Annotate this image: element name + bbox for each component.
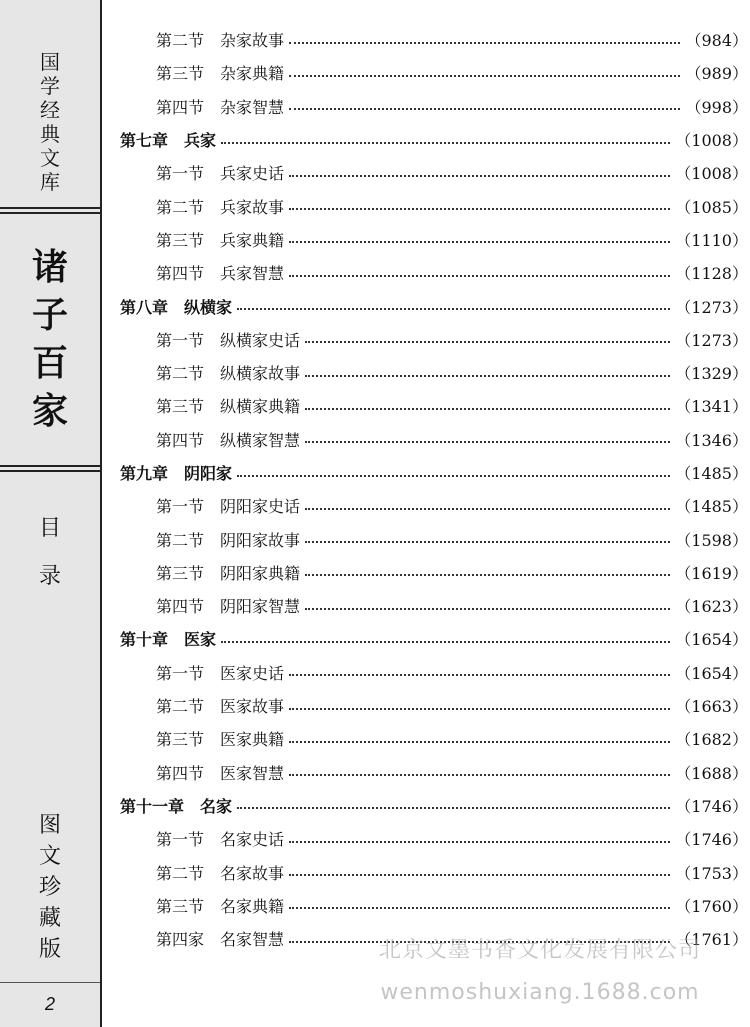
page-number: 2 (0, 982, 100, 1027)
toc-page-number: （1485） (675, 497, 748, 517)
title-char: 家 (31, 391, 68, 432)
toc-chapter-entry (120, 622, 748, 655)
edition-char: 图 (38, 813, 61, 838)
toc-entry-title: 第一节 名家史话 (156, 830, 285, 850)
double-rule-divider (0, 465, 100, 472)
toc-entry-title: 第三节 杂家典籍 (156, 64, 285, 84)
toc-page-number: （1746） (675, 796, 748, 816)
toc-entry-title: 第三节 兵家典籍 (156, 230, 285, 250)
sidebar (0, 0, 102, 1027)
series-char: 国 (40, 50, 60, 74)
dot-leader (289, 841, 670, 843)
toc-section-entry (120, 156, 748, 189)
watermark-url: wenmoshuxiang.1688.com (380, 980, 700, 1005)
toc-entry-title: 第十章 医家 (120, 630, 217, 650)
toc-section-entry (120, 489, 748, 522)
table-of-contents (120, 23, 748, 955)
dot-leader (289, 874, 670, 876)
toc-section-entry (120, 889, 748, 922)
dot-leader (221, 641, 670, 643)
toc-page-number: （1654） (675, 630, 748, 650)
dot-leader (289, 42, 680, 44)
double-rule-divider (0, 207, 100, 214)
watermark-company: 北京文墨书香文化发展有限公司 (378, 938, 701, 963)
toc-entry-title: 第四节 阴阳家智慧 (156, 597, 301, 617)
toc-page-number: （1682） (675, 730, 748, 750)
toc-page-number: （1110） (675, 230, 748, 250)
toc-page-number: （1273） (675, 330, 748, 350)
toc-page-number: （1663） (675, 697, 748, 717)
toc-section-entry (120, 256, 748, 289)
toc-page-number: （1341） (675, 397, 748, 417)
section-char: 录 (38, 564, 61, 589)
toc-entry-title: 第二节 名家故事 (156, 863, 285, 883)
toc-page-number: （1654） (675, 663, 748, 683)
toc-page-number: （1688） (675, 763, 748, 783)
dot-leader (237, 475, 670, 477)
dot-leader (289, 175, 670, 177)
toc-entry-title: 第四节 医家智慧 (156, 763, 285, 783)
toc-section-entry (120, 556, 748, 589)
title-char: 子 (31, 295, 68, 336)
toc-chapter-entry (120, 456, 748, 489)
edition-label (0, 810, 100, 965)
toc-entry-title: 第十一章 名家 (120, 796, 233, 816)
toc-page-number: （998） (685, 97, 748, 117)
toc-page-number: （1008） (675, 164, 748, 184)
toc-section-entry (120, 389, 748, 422)
dot-leader (289, 774, 670, 776)
section-label (0, 505, 100, 601)
toc-page-number: （984） (685, 31, 748, 51)
dot-leader (305, 375, 670, 377)
edition-char: 文 (38, 844, 61, 869)
toc-page-number: （1746） (675, 830, 748, 850)
toc-entry-title: 第四节 纵横家智慧 (156, 430, 301, 450)
toc-section-entry (120, 356, 748, 389)
toc-entry-title: 第一节 阴阳家史话 (156, 497, 301, 517)
title-char: 诸 (31, 247, 68, 288)
dot-leader (289, 75, 680, 77)
dot-leader (305, 341, 670, 343)
toc-entry-title: 第三节 名家典籍 (156, 896, 285, 916)
edition-char: 版 (38, 937, 61, 962)
toc-entry-title: 第四家 名家智慧 (156, 930, 285, 950)
toc-section-entry (120, 656, 748, 689)
toc-chapter-entry (120, 789, 748, 822)
series-char: 库 (40, 170, 60, 194)
toc-section-entry (120, 822, 748, 855)
toc-page-number: （1008） (675, 131, 748, 151)
toc-section-entry (120, 756, 748, 789)
toc-section-entry (120, 56, 748, 89)
toc-page-number: （1760） (675, 896, 748, 916)
toc-chapter-entry (120, 289, 748, 322)
edition-char: 藏 (38, 906, 61, 931)
title-char: 百 (31, 343, 68, 384)
dot-leader (289, 208, 670, 210)
toc-entry-title: 第二节 杂家故事 (156, 31, 285, 51)
toc-section-entry (120, 689, 748, 722)
toc-entry-title: 第七章 兵家 (120, 131, 217, 151)
series-char: 文 (40, 146, 60, 170)
toc-page-number: （1619） (675, 563, 748, 583)
series-char: 学 (40, 74, 60, 98)
toc-page-number: （1761） (675, 930, 748, 950)
book-title (0, 244, 100, 436)
toc-page-number: （1329） (675, 364, 748, 384)
dot-leader (237, 308, 670, 310)
toc-entry-title: 第一节 兵家史话 (156, 164, 285, 184)
series-char: 经 (40, 98, 60, 122)
toc-page-number: （1753） (675, 863, 748, 883)
toc-entry-title: 第二节 阴阳家故事 (156, 530, 301, 550)
toc-section-entry (120, 323, 748, 356)
dot-leader (289, 907, 670, 909)
dot-leader (289, 108, 680, 110)
dot-leader (289, 741, 670, 743)
toc-section-entry (120, 90, 748, 123)
toc-section-entry (120, 855, 748, 888)
toc-entry-title: 第三节 阴阳家典籍 (156, 563, 301, 583)
toc-section-entry (120, 722, 748, 755)
toc-entry-title: 第四节 兵家智慧 (156, 264, 285, 284)
dot-leader (305, 541, 670, 543)
toc-section-entry (120, 189, 748, 222)
dot-leader (289, 708, 670, 710)
toc-entry-title: 第一节 医家史话 (156, 663, 285, 683)
toc-section-entry (120, 522, 748, 555)
dot-leader (237, 807, 670, 809)
toc-page-number: （989） (685, 64, 748, 84)
toc-entry-title: 第一节 纵横家史话 (156, 330, 301, 350)
toc-entry-title: 第三节 纵横家典籍 (156, 397, 301, 417)
toc-page-number: （1485） (675, 464, 748, 483)
toc-entry-title: 第四节 杂家智慧 (156, 97, 285, 117)
toc-page-number: （1273） (675, 297, 748, 317)
edition-char: 珍 (38, 875, 61, 900)
toc-chapter-entry (120, 123, 748, 156)
toc-page-number: （1346） (675, 430, 748, 450)
toc-entry-title: 第二节 医家故事 (156, 697, 285, 717)
dot-leader (289, 275, 670, 277)
dot-leader (305, 441, 670, 443)
toc-section-entry (120, 223, 748, 256)
toc-entry-title: 第九章 阴阳家 (120, 464, 233, 483)
dot-leader (305, 508, 670, 510)
toc-entry-title: 第二节 兵家故事 (156, 197, 285, 217)
toc-entry-title: 第三节 医家典籍 (156, 730, 285, 750)
toc-page-number: （1598） (675, 530, 748, 550)
toc-section-entry (120, 23, 748, 56)
toc-page-number: （1085） (675, 197, 748, 217)
dot-leader (305, 408, 670, 410)
series-name (0, 50, 100, 194)
toc-section-entry (120, 423, 748, 456)
dot-leader (305, 574, 670, 576)
toc-entry-title: 第八章 纵横家 (120, 297, 233, 317)
toc-section-entry (120, 589, 748, 622)
toc-entry-title: 第二节 纵横家故事 (156, 364, 301, 384)
dot-leader (289, 674, 670, 676)
toc-page-number: （1623） (675, 597, 748, 617)
dot-leader (221, 142, 670, 144)
series-char: 典 (40, 122, 60, 146)
section-char: 目 (38, 516, 61, 541)
dot-leader (289, 241, 670, 243)
dot-leader (305, 608, 670, 610)
toc-page-number: （1128） (675, 264, 748, 284)
